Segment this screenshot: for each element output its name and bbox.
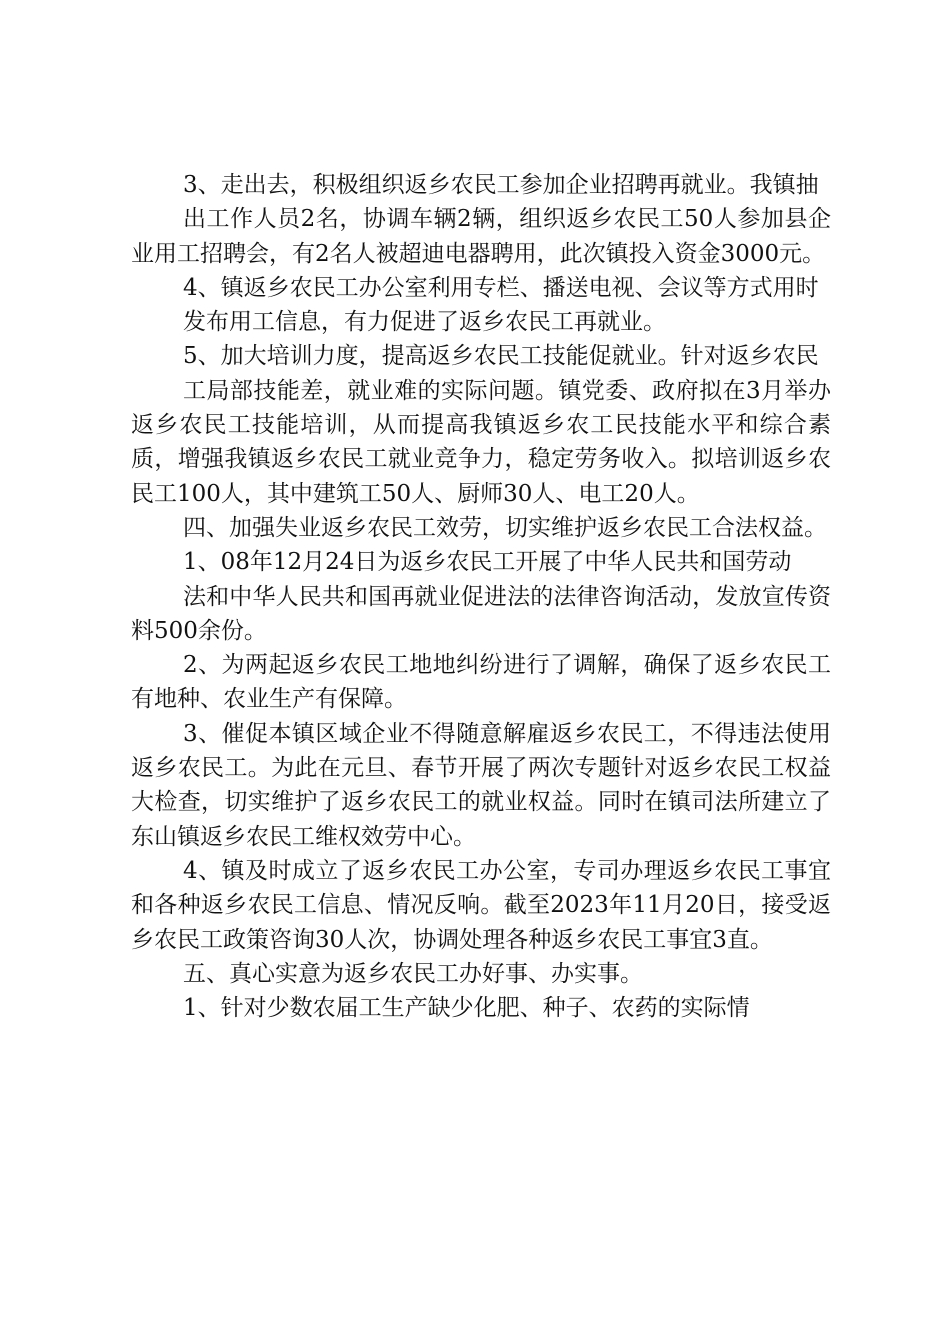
document-body bbox=[131, 168, 831, 1025]
paragraph-14: 1、针对少数农届工生产缺少化肥、种子、农药的实际情 bbox=[183, 995, 750, 1022]
paragraph-9: 法和中华人民共和国再就业促进法的法律咨询活动，发放宣传资料500余份。 bbox=[131, 583, 831, 644]
paragraph-10: 2、为两起返乡农民工地地纠纷进行了调解，确保了返乡农民工有地种、农业生产有保障。 bbox=[131, 652, 831, 713]
paragraph-2: 出工作人员2名，协调车辆2辆，组织返乡农民工50人参加县企业用工招聘会，有2名人被超迪电器聘用，此次镇投入资金3000元。 bbox=[131, 206, 831, 267]
paragraph-12: 4、镇及时成立了返乡农民工办公室，专司办理返乡农民工事宜和各种返乡农民工信息、情况反响。截至2023年11月20日，接受返乡农民工政策咨询30人次，协调处理各种返乡农民工事宜3直。 bbox=[131, 857, 831, 953]
paragraph-13: 五、真心实意为返乡农民工办好事、办实事。 bbox=[183, 960, 643, 987]
paragraph-4: 发布用工信息，有力促进了返乡农民工再就业。 bbox=[183, 309, 666, 336]
paragraph-3: 4、镇返乡农民工办公室利用专栏、播送电视、会议等方式用时 bbox=[183, 274, 819, 301]
paragraph-7: 四、加强失业返乡农民工效劳，切实维护返乡农民工合法权益。 bbox=[183, 514, 827, 541]
paragraph-11: 3、催促本镇区域企业不得随意解雇返乡农民工，不得违法使用返乡农民工。为此在元旦、春节开展了两次专题针对返乡农民工权益大检查，切实维护了返乡农民工的就业权益。同时在镇司法所建立了东山镇返乡农民工维权效劳中心。 bbox=[131, 720, 831, 850]
paragraph-5: 5、加大培训力度，提高返乡农民工技能促就业。针对返乡农民 bbox=[183, 343, 819, 370]
paragraph-8: 1、08年12月24日为返乡农民工开展了中华人民共和国劳动 bbox=[183, 549, 792, 576]
paragraph-1: 3、走出去，积极组织返乡农民工参加企业招聘再就业。我镇抽 bbox=[183, 172, 819, 198]
paragraph-6: 工局部技能差，就业难的实际问题。镇党委、政府拟在3月举办返乡农民工技能培训，从而提高我镇返乡农工民技能水平和综合素质，增强我镇返乡农民工就业竞争力，稳定劳务收入。拟培训返乡农民工100人，其中建筑工50人、厨师30人、电工20人。 bbox=[131, 377, 831, 507]
